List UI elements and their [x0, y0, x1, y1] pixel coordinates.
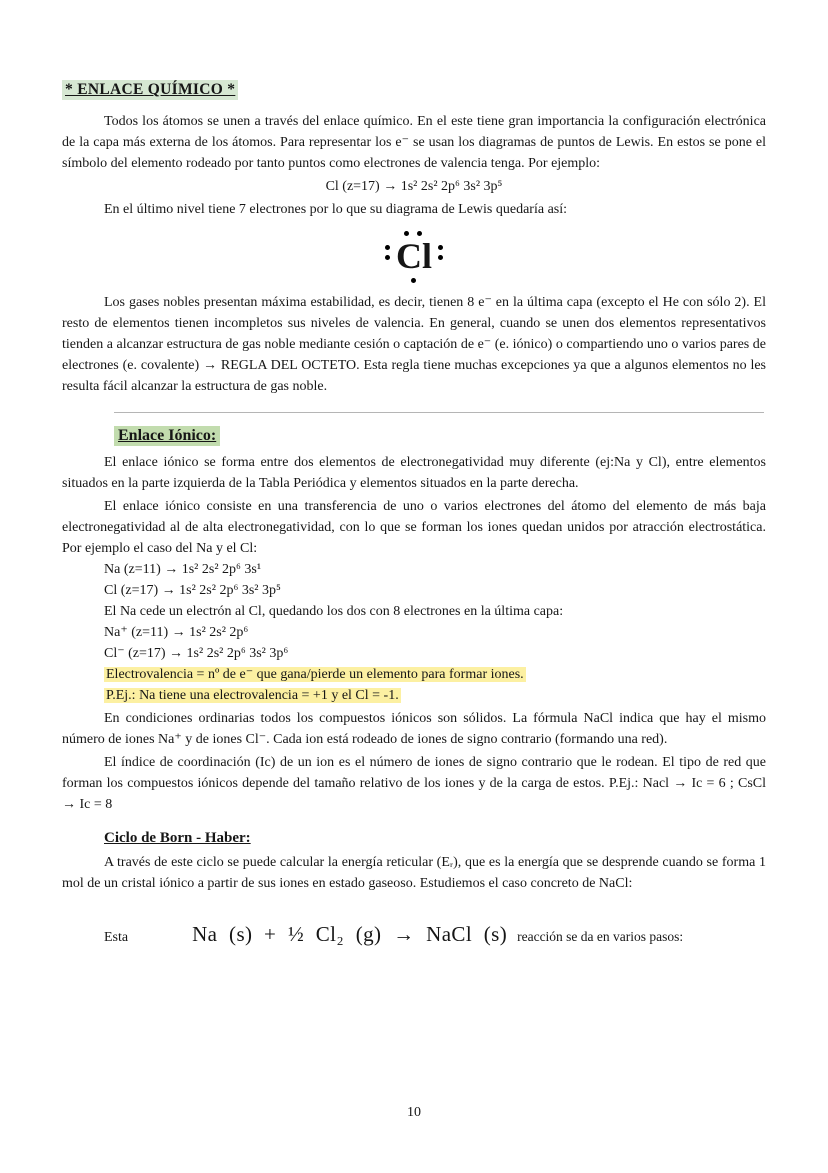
born-haber-heading-wrap [62, 815, 766, 850]
electron-dot [411, 278, 416, 283]
intro-paragraph-1: Todos los átomos se unen a través del enlace químico. En el este tiene gran importancia la configuración electrónica de la capa más externa de los átomos. Para representar los e⁻ se usan los diagramas de puntos de Lewis. En estos se pone el símbolo del elemento rodeado por tanto puntos como electrones de valencia tenga. Por ejemplo: [62, 114, 766, 171]
ionic-paragraph-4: El índice de coordinación (Ic) de un ion es el número de iones de signo contrario que le rodean. El tipo de red que forman los compuestos iónicos depende del tamaño relativo de los iones y de la carga de estos. P.Ej.: Nacl → Ic = 6 ; CsCl → Ic = 8 [62, 755, 766, 812]
ionic-heading-wrap [62, 413, 766, 450]
na-config-line: Na (z=11) → 1s² 2s² 2p⁶ 3s¹ [104, 562, 262, 577]
reaction-prefix: Esta [104, 930, 129, 945]
page-title-wrap [62, 80, 766, 109]
electron-dot [385, 245, 390, 250]
highlight-text-2: P.Ej.: Na tiene una electrovalencia = +1 y el Cl = -1. [106, 688, 399, 703]
electron-transfer-line: El Na cede un electrón al Cl, quedando los dos con 8 electrones en la última capa: [104, 604, 564, 619]
electron-dot [438, 255, 443, 260]
electron-dot [385, 255, 390, 260]
electron-dot [417, 231, 422, 236]
reaction-equation: Na (s) + ½ Cl₂ (g) → NaCl (s) [192, 922, 508, 946]
born-haber-paragraph-1: A través de este ciclo se puede calcular la energía reticular (Eᵣ), que es la energía que se desprende cuando se forma 1 mol de un cristal iónico a partir de sus iones en estado gaseoso. Estudiemos el caso concreto de NaCl: [62, 855, 766, 891]
na-ion-config-line: Na⁺ (z=11) → 1s² 2s² 2p⁶ [104, 625, 249, 640]
highlight-text-1: Electrovalencia = nº de e⁻ que gana/pierde un elemento para formar iones. [106, 667, 524, 682]
ionic-section-heading: Enlace Iónico: [114, 426, 220, 446]
reaction-line [104, 922, 766, 947]
reaction-suffix: reacción se da en varios pasos: [517, 929, 684, 944]
intro-paragraph-2: En el último nivel tiene 7 electrones por lo que su diagrama de Lewis quedaría así: [104, 202, 568, 217]
lewis-diagram [62, 228, 766, 286]
ionic-paragraph-2: El enlace iónico consiste en una transferencia de uno o varios electrones del átomo del elemento de más baja electronegatividad al de alta electronegatividad, con lo que se forman los iones quedan unidos por atracción electrostática. Por ejemplo el caso del Na y el Cl: [62, 499, 766, 556]
ionic-paragraph-1: El enlace iónico se forma entre dos elementos de electronegatividad muy diferente (ej:Na y Cl), entre elementos situados en la parte izquierda de la Tabla Periódica y elementos situados en la parte derecha. [62, 455, 766, 491]
electron-dot [404, 231, 409, 236]
cl-config-line: Cl (z=17) → 1s² 2s² 2p⁶ 3s² 3p⁵ [104, 583, 281, 598]
born-haber-heading: Ciclo de Born - Haber: [104, 830, 251, 846]
cl-ion-config-line: Cl⁻ (z=17) → 1s² 2s² 2p⁶ 3s² 3p⁶ [104, 646, 289, 661]
page-title: * ENLACE QUÍMICO * [62, 80, 238, 100]
electron-dot [438, 245, 443, 250]
cl-electron-config: Cl (z=17) → 1s² 2s² 2p⁶ 3s² 3p⁵ [325, 179, 503, 194]
electrovalencia-definition [104, 664, 766, 685]
lewis-symbol: Cl [396, 236, 432, 276]
page-number: 10 [407, 1105, 421, 1120]
electrovalencia-example [104, 685, 766, 706]
intro-paragraph-3: Los gases nobles presentan máxima estabilidad, es decir, tienen 8 e⁻ en la última capa (excepto el He con sólo 2). El resto de elementos tienen incompletos sus niveles de valencia. En general, cuando se unen dos elementos representativos tienden a alcanzar estructura de gas noble mediante cesión o captación de e⁻ (e. iónico) o compartiendo uno o varios pares de electrones (e. covalente) → REGLA DEL OCTETO. Esta regla tiene muchas excepciones ya que a algunos elementos no les resulta fácil alcanzar la estructura de gas noble. [62, 295, 766, 394]
lewis-structure-cl [383, 228, 445, 283]
ionic-paragraph-3: En condiciones ordinarias todos los compuestos iónicos son sólidos. La fórmula NaCl indica que hay el mismo número de iones Na⁺ y de iones Cl⁻. Cada ion está rodeado de iones de signo contrario (formando una red). [62, 711, 766, 747]
